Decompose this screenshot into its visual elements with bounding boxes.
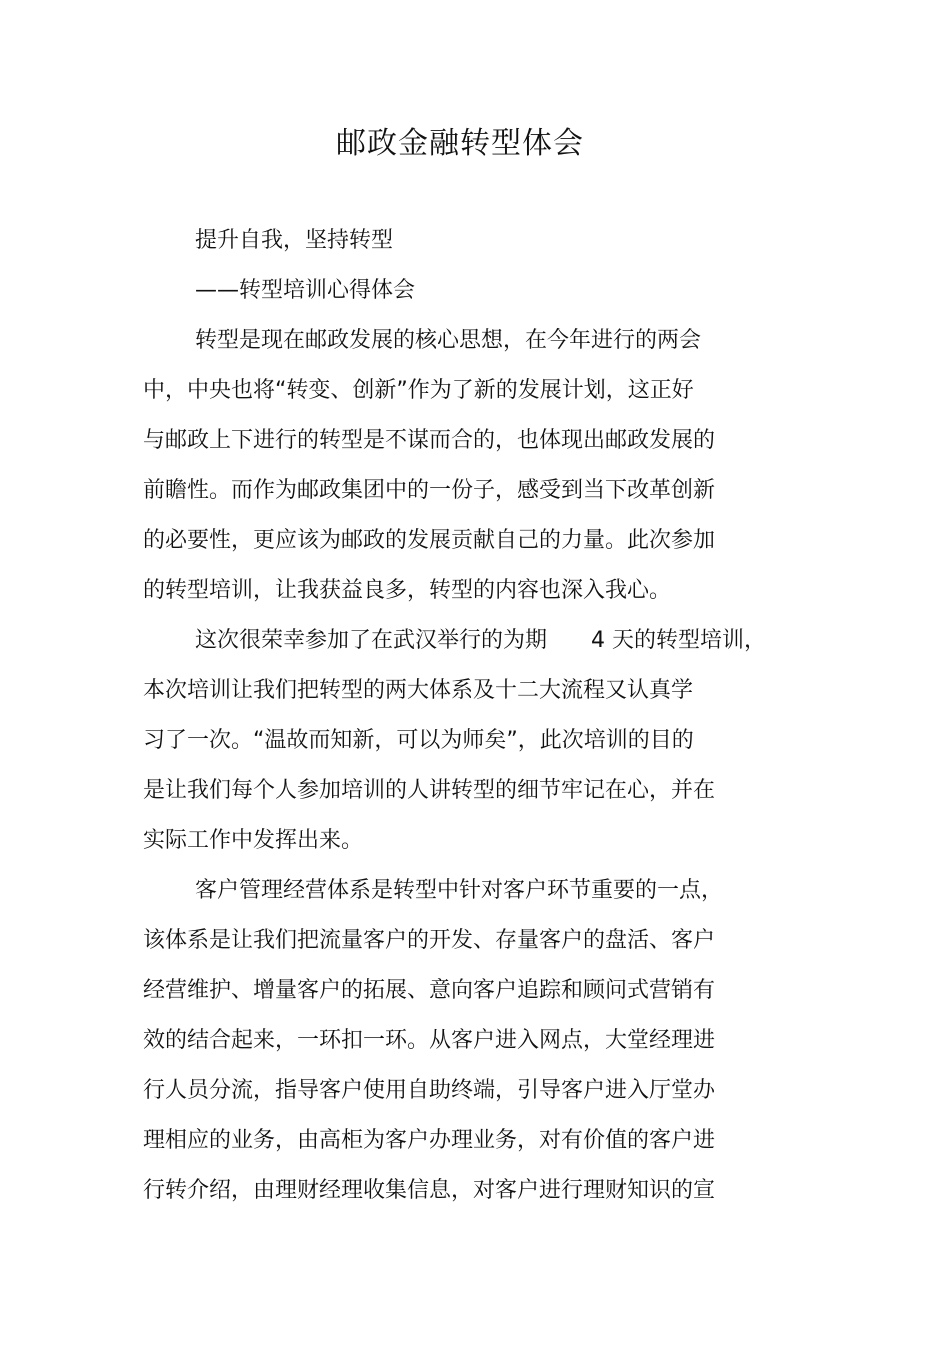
paragraph-line: 该体系是让我们把流量客户的开发、存量客户的盘活、客户 xyxy=(143,928,716,953)
paragraph-line: 行转介绍，由理财经理收集信息，对客户进行理财知识的宣 xyxy=(143,1178,716,1203)
paragraph-line: 这次很荣幸参加了在武汉举行的为期 4 天的转型培训， xyxy=(195,628,766,653)
paragraph-line: 前瞻性。而作为邮政集团中的一份子，感受到当下改革创新 xyxy=(143,478,716,503)
paragraph-line: 理相应的业务，由高柜为客户办理业务，对有价值的客户进 xyxy=(143,1128,716,1153)
subtitle-line: ——转型培训心得体会 xyxy=(195,278,416,303)
paragraph-line: 经营维护、增量客户的拓展、意向客户追踪和顾问式营销有 xyxy=(143,978,716,1003)
paragraph-line: 客户管理经营体系是转型中针对客户环节重要的一点， xyxy=(195,878,724,903)
paragraph-line: 的转型培训，让我获益良多，转型的内容也深入我心。 xyxy=(143,578,672,603)
paragraph-line: 习了一次。“温故而知新，可以为师矣”，此次培训的目的 xyxy=(143,728,694,753)
document-title: 邮政金融转型体会 xyxy=(336,126,584,161)
paragraph-line: 转型是现在邮政发展的核心思想，在今年进行的两会 xyxy=(195,328,702,353)
paragraph-line: 是让我们每个人参加培训的人讲转型的细节牢记在心，并在 xyxy=(143,778,716,803)
paragraph-line: 与邮政上下进行的转型是不谋而合的，也体现出邮政发展的 xyxy=(143,428,716,453)
paragraph-line: 本次培训让我们把转型的两大体系及十二大流程又认真学 xyxy=(143,678,694,703)
subtitle-line: 提升自我，坚持转型 xyxy=(195,228,394,253)
paragraph-line: 实际工作中发挥出来。 xyxy=(143,828,364,853)
paragraph-line: 的必要性，更应该为邮政的发展贡献自己的力量。此次参加 xyxy=(143,528,716,553)
paragraph-line: 效的结合起来，一环扣一环。从客户进入网点，大堂经理进 xyxy=(143,1028,716,1053)
paragraph-line: 行人员分流，指导客户使用自助终端，引导客户进入厅堂办 xyxy=(143,1078,716,1103)
paragraph-line: 中，中央也将“转变、创新”作为了新的发展计划，这正好 xyxy=(143,378,694,403)
